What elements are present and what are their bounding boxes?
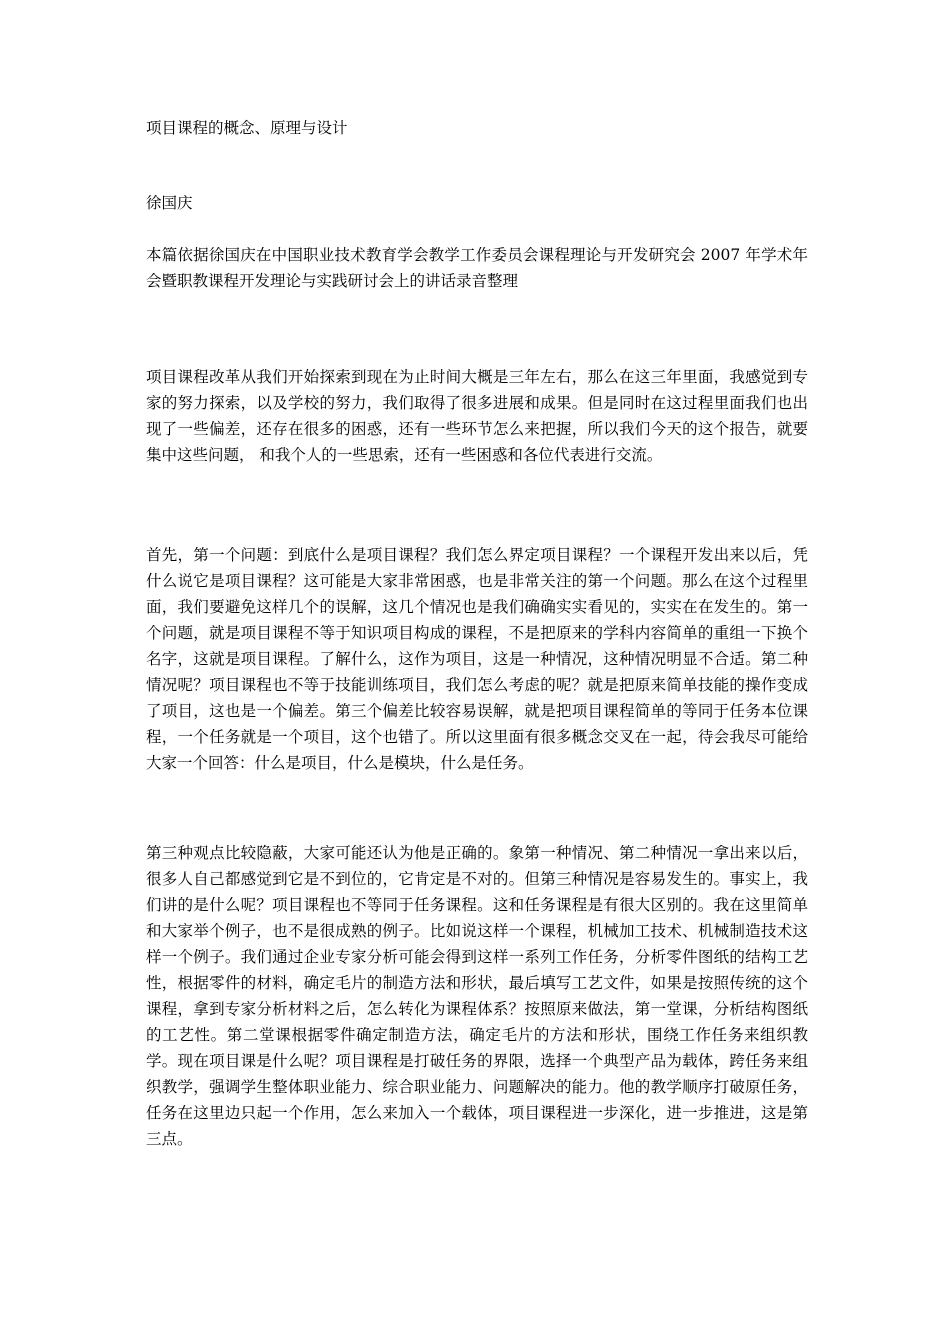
document-author: 徐国庆 <box>146 194 193 212</box>
paragraph-3: 第三种观点比较隐蔽，大家可能还认为他是正确的。象第一种情况、第二种情况一拿出来以后，很多人自己都感觉到它是不到位的，它肯定是不对的。但第三种情况是容易发生的。事实上，我们讲的是什么呢？项目课程也不等同于任务课程。这和任务课程是有很大区别的。我在这里简单和大家举个例子，也不是很成熟的例子。比如说这样一个课程，机械加工技术、机械制造技术这样一个例子。我们通过企业专家分析可能会得到这样一系列工作任务，分析零件图纸的结构工艺性，根据零件的材料，确定毛片的制造方法和形状，最后填写工艺文件，如果是按照传统的这个课程，拿到专家分析材料之后，怎么转化为课程体系？按照原来做法，第一堂课，分析结构图纸的工艺性。第二堂课根据零件确定制造方法，确定毛片的方法和形状，围绕工作任务来组织教学。现在项目课是什么呢？项目课程是打破任务的界限，选择一个典型产品为载体，跨任务来组织教学，强调学生整体职业能力、综合职业能力、问题解决的能力。他的教学顺序打破原任务，任务在这里边只起一个作用，怎么来加入一个载体，项目课程进一步深化，进一步推进，这是第三点。 <box>146 844 808 1148</box>
paragraph-2: 首先，第一个问题：到底什么是项目课程？我们怎么界定项目课程？一个课程开发出来以后，凭什么说它是项目课程？这可能是大家非常困惑，也是非常关注的第一个问题。那么在这个过程里面，我们要避免这样几个的误解，这几个情况也是我们确确实实看见的，实实在在发生的。第一个问题，就是项目课程不等于知识项目构成的课程，不是把原来的学科内容简单的重组一下换个名字，这就是项目课程。了解什么，这作为项目，这是一种情况，这种情况明显不合适。第二种情况呢？项目课程也不等于技能训练项目，我们怎么考虑的呢？就是把原来简单技能的操作变成了项目，这也是一个偏差。第三个偏差比较容易误解，就是把项目课程简单的等同于任务本位课程，一个任务就是一个项目，这个也错了。所以这里面有很多概念交叉在一起，待会我尽可能给大家一个回答：什么是项目，什么是模块，什么是任务。 <box>146 546 808 772</box>
source-note: 本篇依据徐国庆在中国职业技术教育学会教学工作委员会课程理论与开发研究会 2007 年学术年会暨职教课程开发理论与实践研讨会上的讲话录音整理 <box>146 246 808 290</box>
document-title: 项目课程的概念、原理与设计 <box>146 119 348 137</box>
paragraph-1: 项目课程改革从我们开始探索到现在为止时间大概是三年左右，那么在这三年里面，我感觉到专家的努力探索，以及学校的努力，我们取得了很多进展和成果。但是同时在这过程里面我们也出现了一些偏差，还存在很多的困惑，还有一些环节怎么来把握，所以我们今天的这个报告，就要集中这些问题， 和我个人的一些思索，还有一些困惑和各位代表进行交流。 <box>146 368 808 464</box>
